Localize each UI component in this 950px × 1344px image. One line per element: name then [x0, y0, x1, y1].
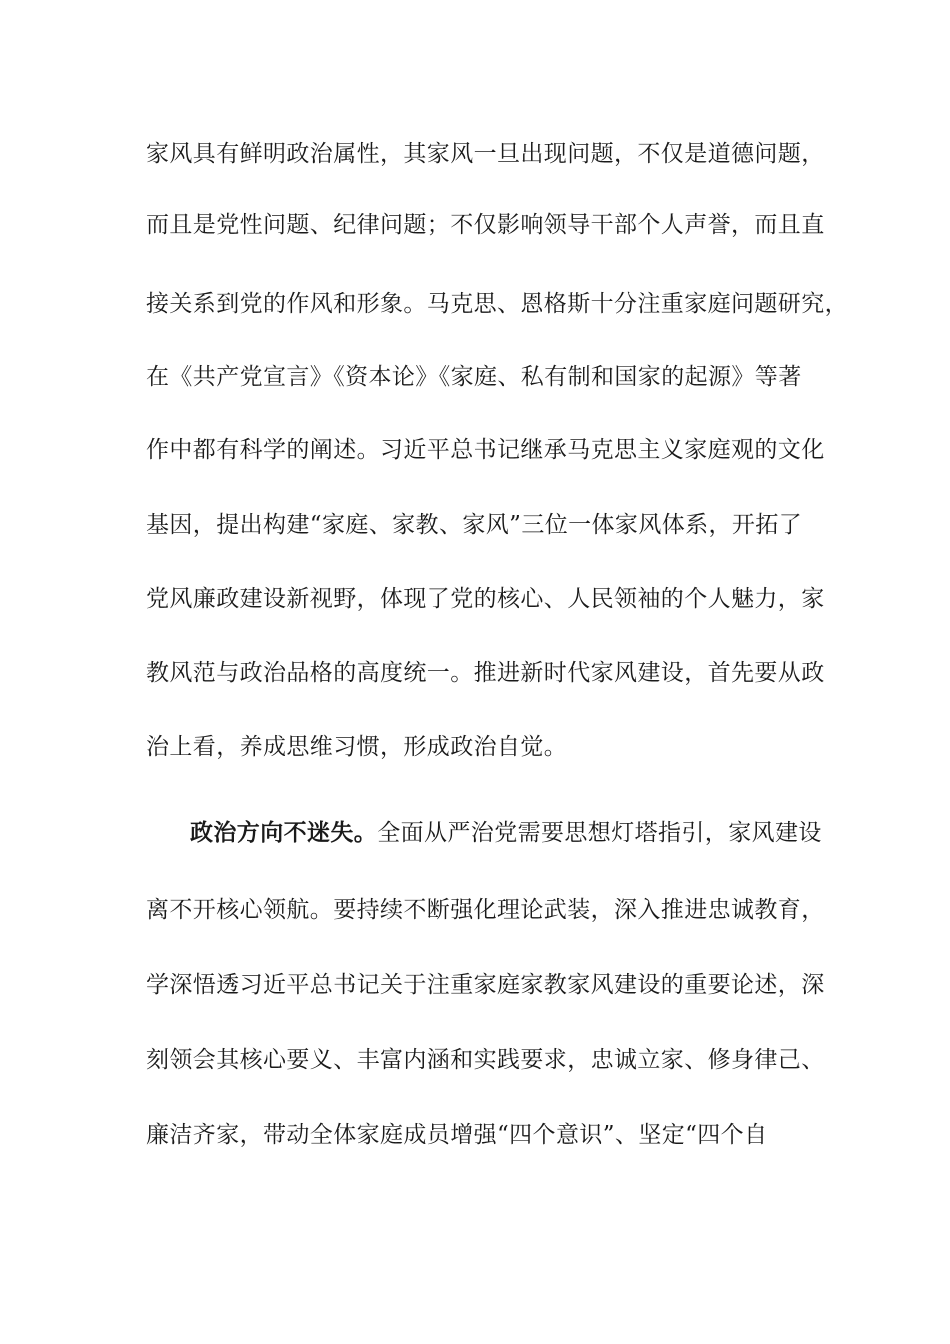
- paragraph-2-line-1: [190, 818, 822, 848]
- paragraph-1-line-4: 在《共产党宣言》《资本论》《家庭、私有制和国家的起源》等著: [146, 364, 802, 390]
- paragraph-2-line-3: 学深悟透习近平总书记关于注重家庭家教家风建设的重要论述，深: [146, 972, 825, 998]
- paragraph-1-line-6: 基因，提出构建“家庭、家教、家风”三位一体家风体系，开拓了: [146, 512, 803, 538]
- paragraph-2-line-2: 离不开核心领航。要持续不断强化理论武装，深入推进忠诚教育，: [146, 897, 825, 923]
- paragraph-1-line-3: 接关系到党的作风和形象。马克思、恩格斯十分注重家庭问题研究，: [146, 291, 848, 317]
- paragraph-2-heading: 政治方向不迷失。: [190, 819, 378, 846]
- paragraph-1-line-2: 而且是党性问题、纪律问题；不仅影响领导干部个人声誉，而且直: [146, 212, 825, 238]
- paragraph-1-line-7: 党风廉政建设新视野，体现了党的核心、人民领袖的个人魅力，家: [146, 586, 825, 612]
- paragraph-1-line-1: 家风具有鲜明政治属性，其家风一旦出现问题，不仅是道德问题，: [146, 141, 825, 167]
- paragraph-2-line-5: 廉洁齐家，带动全体家庭成员增强“四个意识”、坚定“四个自: [146, 1122, 768, 1148]
- paragraph-1-line-5: 作中都有科学的阐述。习近平总书记继承马克思主义家庭观的文化: [146, 437, 825, 463]
- paragraph-2-first-line-text: 全面从严治党需要思想灯塔指引，家风建设: [377, 820, 822, 846]
- paragraph-2-line-4: 刻领会其核心要义、丰富内涵和实践要求，忠诚立家、修身律己、: [146, 1047, 825, 1073]
- paragraph-1-line-9: 治上看，养成思维习惯，形成政治自觉。: [146, 734, 568, 760]
- paragraph-1-line-8: 教风范与政治品格的高度统一。推进新时代家风建设，首先要从政: [146, 660, 825, 686]
